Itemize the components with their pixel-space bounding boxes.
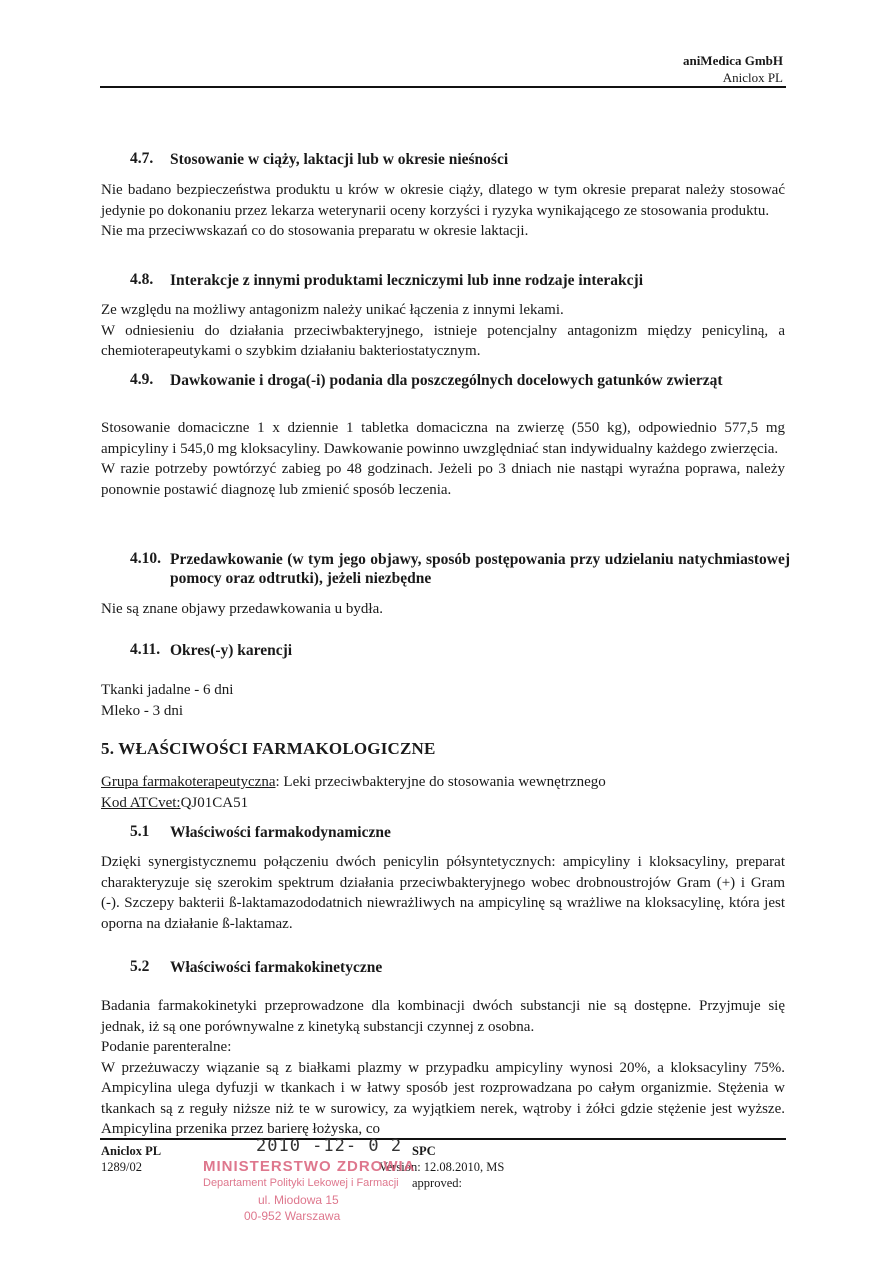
atc-label: Kod ATCvet: [101,794,181,811]
pharmacotherapeutic-group [101,772,785,793]
paragraph: Badania farmakokinetyki przeprowadzone dla kombinacji dwóch substancji nie są dostępne. Przyjmuje się jednak, iż są one porównywalne z kinetyką substancji czynnej z osobna. [101,998,785,1035]
page-header [683,52,783,86]
heading-text: Stosowanie w ciąży, laktacji lub w okresie nieśności [170,151,509,168]
group-value: : Leki przeciwbakteryjne do stosowania wewnętrznego [275,774,606,790]
section-5-2-body [101,996,785,1140]
heading-4-10 [130,550,790,590]
paragraph: Stosowanie domaciczne 1 x dziennie 1 tabletka domaciczna na zwierzę (550 kg), odpowiednio 577,5 mg ampicyliny i 545,0 mg kloksacyliny. Dawkowanie powinno uwzględniać stan indywidualny każdego zwierzęcia. [101,420,785,457]
paragraph: Nie badano bezpieczeństwa produktu u krów w okresie ciąży, dlatego w tym okresie preparat należy stosować jedynie po dokonaniu przez lekarza weterynarii oceny korzyści i ryzyka wynikającego ze stosowania produktu. [101,182,785,219]
paragraph: W razie potrzeby powtórzyć zabieg po 48 godzinach. Jeżeli po 3 dniach nie nastąpi wyraźna poprawa, należy ponownie postawić diagnozę lub zmienić sposób leczenia. [101,461,785,498]
footer-rule [100,1138,786,1140]
paragraph: Mleko - 3 dni [101,702,184,719]
heading-text: Przedawkowanie (w tym jego objawy, sposób postępowania przy udzielaniu natychmiastowej pomocy oraz odtrutki), jeżeli niezbędne [170,551,790,587]
footer-approved: approved: [412,1176,462,1190]
paragraph: W przeżuwaczy wiązanie są z białkami plazmy w przypadku ampicyliny wynosi 20%, a kloksacyliny 75%. Ampicylina ulega dyfuzji w tkankach i w łatwy sposób jest rozprowadzana po całym organizmie. Stężenia w tkankach są z reguły niższe niż te w surowicy, za wyjątkiem nerek, wątroby i żółci gdzie stężenie jest wyższe. Ampicylina przenika przez barierę łożyska, co [101,1059,785,1137]
footer-spc-label: SPC [412,1144,436,1158]
street-stamp: ul. Miodowa 15 [258,1193,339,1207]
atc-value: QJ01CA51 [180,794,249,811]
paragraph: Podanie parenteralne: [101,1039,232,1055]
heading-number: 4.7. [130,150,154,167]
date-stamp: 2010 -12- 0 2 [256,1136,403,1156]
heading-number: 5.2 [130,958,150,975]
heading-text: Interakcje z innymi produktami leczniczymi lub inne rodzaje interakcji [170,272,643,289]
paragraph: Nie są znane objawy przedawkowania u bydła. [101,601,383,617]
company-name: aniMedica GmbH [682,53,783,68]
heading-number: 4.8. [130,271,154,288]
heading-5: 5. WŁAŚCIWOŚCI FARMAKOLOGICZNE [101,739,436,758]
section-4-10-body [101,599,785,620]
heading-text: Okres(-y) karencji [170,642,293,659]
footer-product: Aniclox PL [101,1144,162,1158]
heading-number: 4.9. [130,371,154,388]
city-stamp: 00-952 Warszawa [244,1209,341,1223]
department-stamp: Departament Polityki Lekowej i Farmacji [203,1177,399,1189]
heading-number: 5.1 [130,823,150,840]
ministry-stamp: MINISTERSTWO ZDROWIA [203,1158,416,1175]
paragraph: Ze względu na możliwy antagonizm należy unikać łączenia z innymi lekami. [101,302,564,318]
heading-number: 4.11. [130,641,161,658]
section-4-11-body [101,680,785,721]
section-5-1-body [101,852,785,934]
paragraph: W odniesieniu do działania przeciwbakteryjnego, istnieje potencjalny antagonizm między penicyliną, a chemioterapeutykami o szybkim działaniu bakteriostatycznym. [101,322,785,359]
group-label: Grupa farmakoterapeutyczna [101,774,276,790]
section-4-8-body [101,300,785,362]
section-4-9-body [101,418,785,500]
paragraph: Dzięki synergistycznemu połączeniu dwóch penicylin półsyntetycznych: ampicyliny i kloksacyliny, preparat charakteryzuje się szerokim spektrum działania przeciwbakteryjnego wobec drobnoustrojów Gram (+) i Gram (-). Szczepy bakterii ß-laktamazododatnich niewrażliwych na ampicylinę są wrażliwe na kloksacylinę, która jest oporna na działanie ß-laktamaz. [101,854,785,932]
heading-4-9 [130,371,790,411]
heading-text: Dawkowanie i droga(-i) podania dla poszczególnych docelowych gatunków zwierząt [170,372,723,389]
product-name: Aniclox PL [722,70,783,85]
footer-number: 1289/02 [101,1160,142,1174]
paragraph: Nie ma przeciwwskazań co do stosowania preparatu w okresie laktacji. [101,223,529,239]
section-5-meta [101,772,785,813]
header-rule [100,86,786,88]
heading-text: Właściwości farmakodynamiczne [170,824,391,841]
heading-text: Właściwości farmakokinetyczne [170,959,383,976]
atc-code [101,793,785,814]
footer-spc [412,1143,436,1159]
heading-number: 4.10. [130,550,161,567]
paragraph: Tkanki jadalne - 6 dni [101,682,234,698]
footer-version: Version: 12.08.2010, MS [379,1160,505,1174]
section-4-7-body [101,180,785,242]
footer-left [101,1143,161,1175]
